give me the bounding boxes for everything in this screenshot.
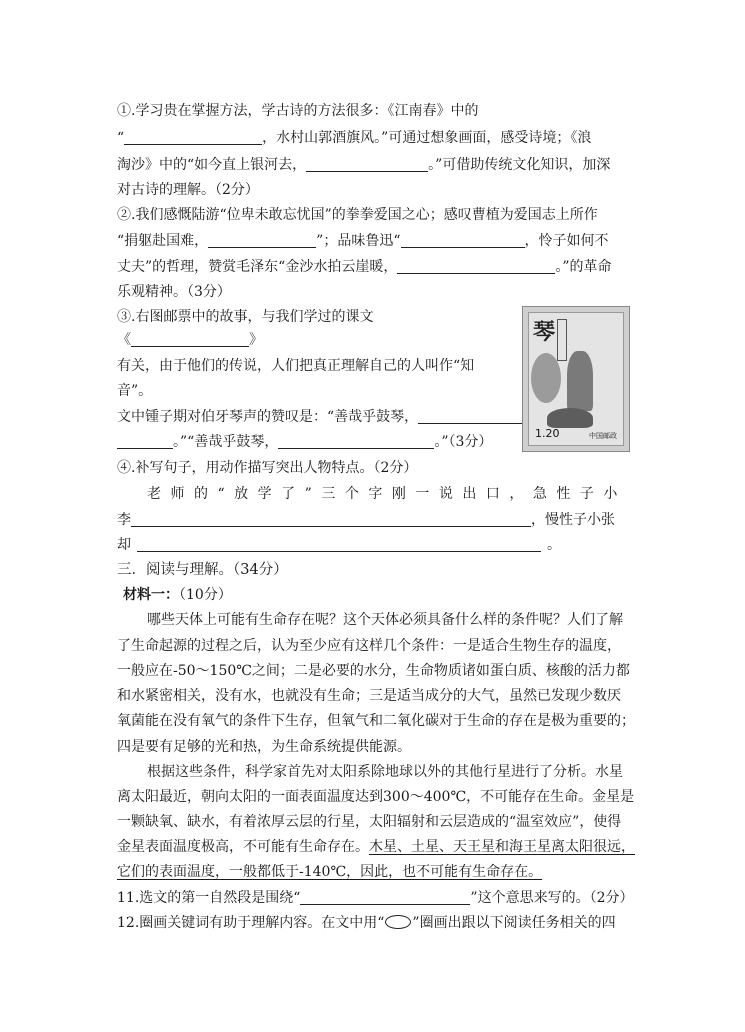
q11-line bbox=[117, 889, 634, 907]
q4-line-1: ④.补写句子，用动作描写突出人物特点。（2分） bbox=[117, 460, 418, 476]
passage-p2-line-1: 根据这些条件，科学家首先对太阳系除地球以外的其他行星进行了分析。水星 bbox=[147, 764, 623, 780]
passage-p2-line-4 bbox=[117, 838, 635, 856]
q2-line-3-text-a: 丈夫”的哲理，赞赏毛泽东“金沙水拍云崖暖， bbox=[117, 259, 398, 275]
passage-p1-line-3: 一般应在-50～150℃之间；二是必要的水分，生命物质诸如蛋白质、核酸的活力都 bbox=[117, 663, 630, 679]
stamp-value: 1.20 bbox=[535, 427, 560, 440]
q12-text-a: 12.圈画关键词有助于理解内容。在文中用“ bbox=[117, 915, 385, 931]
q3-blank-2a[interactable] bbox=[418, 409, 528, 424]
passage-p1-line-2: 了生命起源的过程之后，认为至少应有这样几个条件：一是适合生物生存的温度， bbox=[117, 638, 621, 654]
q4-blank-2[interactable] bbox=[137, 537, 541, 552]
q11-text-b: ”这个意思来写的。（2分） bbox=[470, 890, 634, 906]
passage-p1-line-5: 氧菌能在没有氧气的条件下生存，但氧气和二氧化碳对于生命的存在是极为重要的； bbox=[117, 713, 635, 729]
q3-line-5-text: 文中锺子期对伯牙琴声的赞叹是：“善哉乎鼓琴， bbox=[117, 409, 419, 425]
q1-line-3 bbox=[117, 156, 610, 174]
passage-p2-line-4-text-a: 金星表面温度极高，不可能有生命存在。 bbox=[117, 839, 369, 855]
q2-line-2-text-b: ”；品味鲁迅“ bbox=[316, 233, 401, 249]
q3-book-close: 》 bbox=[249, 332, 263, 348]
q1-line-2 bbox=[117, 129, 591, 147]
q2-line-2-text-a: “捐躯赴国难， bbox=[117, 233, 209, 249]
q1-line-2-text: ，水村山郭酒旗风。”可通过想象画面，感受诗境；《浪 bbox=[262, 130, 592, 146]
guqin-stamp-image bbox=[522, 306, 630, 452]
q3-blank-title[interactable] bbox=[131, 332, 249, 347]
stamp-seated-figure bbox=[547, 408, 593, 428]
stamp-character: 琴 bbox=[533, 319, 556, 345]
passage-p2-line-2: 离太阳最近，朝向太阳的一面表面温度达到300～400℃，不可能存在生命。金星是 bbox=[117, 789, 635, 805]
q3-line-6-text-b: 。”（3分） bbox=[434, 434, 493, 450]
q12-text-b: ”圈画出跟以下阅读任务相关的四 bbox=[412, 915, 616, 931]
material-1-score: （10分） bbox=[179, 587, 232, 603]
q2-line-2-text-c: ，怜子如何不 bbox=[524, 233, 609, 249]
q11-blank[interactable] bbox=[300, 890, 470, 905]
q1-blank-1[interactable] bbox=[124, 130, 262, 145]
passage-p1-line-6: 四是要有足够的光和热，为生命系统提供能源。 bbox=[117, 739, 411, 755]
q3-book-open: 《 bbox=[117, 332, 131, 348]
stamp-artwork bbox=[528, 312, 624, 446]
q3-line-2 bbox=[117, 331, 263, 349]
q2-line-3-text-b: 。”的革命 bbox=[555, 259, 612, 275]
stamp-country: 中国邮政 bbox=[589, 432, 617, 440]
q3-blank-2b[interactable] bbox=[117, 434, 173, 449]
section-3-heading: 三．阅读与理解。（34分） bbox=[117, 562, 288, 578]
q4-line-3-text-a: 李 bbox=[117, 512, 131, 528]
passage-p2-line-4-underlined: 木星、土星、天王星和海王星离太阳很远， bbox=[369, 839, 635, 855]
passage-p1-line-1: 哪些天体上可能有生命存在呢？这个天体必须具备什么样的条件呢？人们了解 bbox=[147, 612, 623, 628]
q4-line-4-text-a: 却 bbox=[117, 537, 131, 553]
q2-line-1: ②.我们感慨陆游“位卑未敢忘忧国”的拳拳爱国之心；感叹曹植为爱国志上所作 bbox=[117, 207, 598, 223]
q2-blank-3[interactable] bbox=[397, 259, 555, 274]
q2-blank-1[interactable] bbox=[208, 233, 316, 248]
q1-line-4: 对古诗的理解。（2分） bbox=[117, 182, 259, 198]
q2-line-3 bbox=[117, 258, 612, 276]
q4-blank-1[interactable] bbox=[131, 512, 531, 527]
circle-mark-icon bbox=[385, 915, 411, 929]
q1-quote-open: “ bbox=[117, 130, 125, 146]
material-1-label bbox=[123, 586, 232, 604]
passage-p2-line-3: 一颗缺氧、缺水，有着浓厚云层的行星，太阳辐射和云层造成的“温室效应”，使得 bbox=[117, 814, 622, 830]
q3-blank-3[interactable] bbox=[278, 434, 434, 449]
q4-line-4 bbox=[117, 536, 561, 554]
q12-line bbox=[117, 914, 616, 932]
stamp-inscription-box bbox=[557, 319, 567, 361]
q3-line-5 bbox=[117, 408, 528, 426]
q3-line-1: ③.右图邮票中的故事，与我们学过的课文 bbox=[117, 309, 374, 325]
passage-p2-line-5: 它们的表面温度，一般都低于-140℃，因此，也不可能有生命存在。 bbox=[117, 864, 543, 880]
q3-line-6-text-a: 。”“善哉乎鼓琴， bbox=[173, 434, 279, 450]
q1-line-3-text-b: 。”可借助传统文化知识，加深 bbox=[428, 157, 611, 173]
q1-line-1: ①.学习贵在掌握方法，学古诗的方法很多：《江南春》中的 bbox=[117, 103, 479, 119]
stamp-standing-figure bbox=[567, 351, 593, 411]
material-1-title: 材料一： bbox=[123, 587, 179, 603]
q1-blank-2[interactable] bbox=[306, 157, 428, 172]
q2-blank-2[interactable] bbox=[401, 233, 525, 248]
q11-text-a: 11.选文的第一自然段是围绕“ bbox=[117, 890, 301, 906]
q4-line-3 bbox=[117, 511, 615, 529]
q3-line-4: 音”。 bbox=[117, 383, 153, 399]
passage-p1-line-4: 和水紧密相关，没有水，也就没有生命；三是适当成分的大气，虽然已发现少数厌 bbox=[117, 688, 621, 704]
q4-line-3-text-b: ，慢性子小张 bbox=[531, 512, 615, 528]
q2-line-2 bbox=[117, 232, 609, 250]
q4-line-2: 老师的“放学了”三个字刚一说出口，急性子小 bbox=[147, 486, 627, 502]
q3-line-3: 有关，由于他们的传说，人们把真正理解自己的人叫作“知 bbox=[117, 358, 475, 374]
q1-line-3-text-a: 淘沙》中的“如今直上银河去， bbox=[117, 157, 307, 173]
q3-line-6 bbox=[117, 433, 492, 451]
q2-line-4: 乐观精神。（3分） bbox=[117, 284, 231, 300]
q4-line-4-text-b: 。 bbox=[547, 537, 561, 553]
